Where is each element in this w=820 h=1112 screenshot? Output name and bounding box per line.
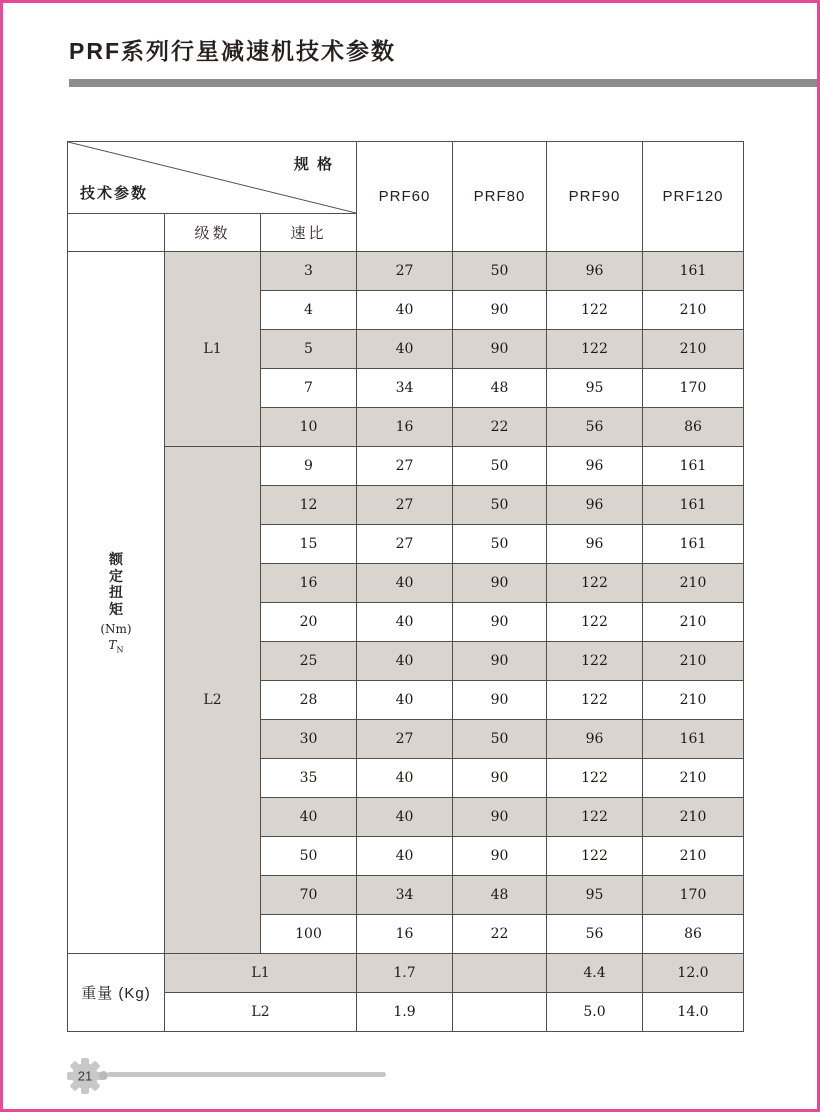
- torque-value-cell: 90: [453, 564, 547, 603]
- torque-value-cell: 210: [643, 291, 744, 330]
- weight-row: [68, 954, 744, 993]
- weight-value-cell: 1.9: [357, 993, 453, 1032]
- torque-value-cell: 95: [547, 369, 643, 408]
- ratio-cell: 40: [261, 798, 357, 837]
- torque-value-cell: 122: [547, 603, 643, 642]
- torque-value-cell: 27: [357, 252, 453, 291]
- diagonal-header-cell: [68, 142, 357, 214]
- torque-value-cell: 40: [357, 330, 453, 369]
- torque-value-cell: 22: [453, 408, 547, 447]
- torque-value-cell: 27: [357, 447, 453, 486]
- torque-value-cell: 86: [643, 408, 744, 447]
- torque-value-cell: 122: [547, 564, 643, 603]
- torque-symbol: $T_N$: [108, 637, 124, 655]
- torque-value-cell: 170: [643, 369, 744, 408]
- ratio-cell: 10: [261, 408, 357, 447]
- torque-value-cell: 86: [643, 915, 744, 954]
- ratio-cell: 4: [261, 291, 357, 330]
- torque-value-cell: 50: [453, 252, 547, 291]
- torque-value-cell: 96: [547, 525, 643, 564]
- ratio-cell: 16: [261, 564, 357, 603]
- torque-value-cell: 34: [357, 876, 453, 915]
- weight-value-cell: [453, 993, 547, 1032]
- stage-header: 级数: [165, 214, 261, 252]
- torque-value-cell: 122: [547, 681, 643, 720]
- ratio-cell: 9: [261, 447, 357, 486]
- corner-label-spec: 规 格: [293, 156, 335, 173]
- torque-value-cell: 210: [643, 759, 744, 798]
- weight-value-cell: 14.0: [643, 993, 744, 1032]
- torque-label-cell: [68, 252, 165, 954]
- ratio-cell: 35: [261, 759, 357, 798]
- torque-value-cell: 96: [547, 486, 643, 525]
- torque-value-cell: 122: [547, 759, 643, 798]
- torque-value-cell: 161: [643, 720, 744, 759]
- weight-value-cell: 4.4: [547, 954, 643, 993]
- torque-value-cell: 122: [547, 642, 643, 681]
- torque-value-cell: 170: [643, 876, 744, 915]
- torque-value-cell: 16: [357, 408, 453, 447]
- torque-value-cell: 50: [453, 525, 547, 564]
- footer-rule: [107, 1072, 386, 1077]
- torque-value-cell: 122: [547, 291, 643, 330]
- torque-value-cell: 27: [357, 525, 453, 564]
- torque-value-cell: 40: [357, 681, 453, 720]
- torque-value-cell: 50: [453, 486, 547, 525]
- torque-value-cell: 161: [643, 252, 744, 291]
- ratio-header: 速比: [261, 214, 357, 252]
- torque-value-cell: 56: [547, 915, 643, 954]
- torque-row: [68, 447, 744, 486]
- torque-value-cell: 27: [357, 720, 453, 759]
- weight-value-cell: [453, 954, 547, 993]
- header-row-1: [68, 142, 744, 214]
- weight-value-cell: 5.0: [547, 993, 643, 1032]
- torque-value-cell: 96: [547, 720, 643, 759]
- ratio-cell: 25: [261, 642, 357, 681]
- ratio-cell: 70: [261, 876, 357, 915]
- torque-value-cell: 56: [547, 408, 643, 447]
- torque-value-cell: 40: [357, 837, 453, 876]
- column-header-prf120: PRF120: [643, 142, 744, 252]
- weight-label-cell: 重量 (Kg): [68, 954, 165, 1032]
- torque-value-cell: 210: [643, 642, 744, 681]
- torque-value-cell: 40: [357, 642, 453, 681]
- torque-unit: (Nm): [100, 621, 132, 636]
- ratio-cell: 50: [261, 837, 357, 876]
- torque-value-cell: 96: [547, 447, 643, 486]
- torque-value-cell: 210: [643, 330, 744, 369]
- torque-value-cell: 122: [547, 798, 643, 837]
- column-header-prf90: PRF90: [547, 142, 643, 252]
- torque-value-cell: 210: [643, 798, 744, 837]
- torque-value-cell: 40: [357, 798, 453, 837]
- torque-value-cell: 40: [357, 291, 453, 330]
- weight-row: [68, 993, 744, 1032]
- torque-value-cell: 161: [643, 525, 744, 564]
- torque-value-cell: 90: [453, 603, 547, 642]
- torque-value-cell: 50: [453, 447, 547, 486]
- torque-value-cell: 210: [643, 681, 744, 720]
- torque-value-cell: 50: [453, 720, 547, 759]
- torque-value-cell: 40: [357, 603, 453, 642]
- ratio-cell: 12: [261, 486, 357, 525]
- torque-value-cell: 90: [453, 291, 547, 330]
- torque-value-cell: 90: [453, 681, 547, 720]
- ratio-cell: 100: [261, 915, 357, 954]
- stage-group-cell: L1: [165, 252, 261, 447]
- torque-value-cell: 48: [453, 369, 547, 408]
- torque-value-cell: 48: [453, 876, 547, 915]
- table-body: [68, 252, 744, 1032]
- ratio-cell: 15: [261, 525, 357, 564]
- ratio-cell: 20: [261, 603, 357, 642]
- ratio-cell: 30: [261, 720, 357, 759]
- torque-value-cell: 122: [547, 330, 643, 369]
- corner-label-param: 技术参数: [80, 185, 149, 202]
- torque-value-cell: 90: [453, 837, 547, 876]
- weight-stage-cell: L1: [165, 954, 357, 993]
- torque-value-cell: 16: [357, 915, 453, 954]
- ratio-cell: 3: [261, 252, 357, 291]
- ratio-cell: 5: [261, 330, 357, 369]
- torque-value-cell: 210: [643, 603, 744, 642]
- torque-value-cell: 90: [453, 642, 547, 681]
- torque-value-cell: 22: [453, 915, 547, 954]
- ratio-cell: 28: [261, 681, 357, 720]
- torque-value-cell: 90: [453, 798, 547, 837]
- torque-value-cell: 122: [547, 837, 643, 876]
- page-title: PRF系列行星减速机技术参数: [69, 38, 396, 64]
- title-underline: [69, 79, 817, 87]
- stage-group-cell: L2: [165, 447, 261, 954]
- torque-value-cell: 90: [453, 330, 547, 369]
- torque-value-cell: 161: [643, 486, 744, 525]
- torque-label-vertical: 额 定 扭 矩: [109, 550, 123, 618]
- torque-value-cell: 210: [643, 564, 744, 603]
- torque-value-cell: 90: [453, 759, 547, 798]
- page-number: 21: [77, 1068, 93, 1084]
- weight-stage-cell: L2: [165, 993, 357, 1032]
- column-header-prf80: PRF80: [453, 142, 547, 252]
- torque-value-cell: 95: [547, 876, 643, 915]
- torque-row: [68, 252, 744, 291]
- column-header-prf60: PRF60: [357, 142, 453, 252]
- empty-header-cell: [68, 214, 165, 252]
- torque-value-cell: 40: [357, 759, 453, 798]
- torque-value-cell: 210: [643, 837, 744, 876]
- spec-table: [67, 141, 744, 1032]
- torque-value-cell: 34: [357, 369, 453, 408]
- ratio-cell: 7: [261, 369, 357, 408]
- torque-value-cell: 40: [357, 564, 453, 603]
- weight-value-cell: 12.0: [643, 954, 744, 993]
- weight-value-cell: 1.7: [357, 954, 453, 993]
- torque-value-cell: 161: [643, 447, 744, 486]
- torque-value-cell: 96: [547, 252, 643, 291]
- torque-value-cell: 27: [357, 486, 453, 525]
